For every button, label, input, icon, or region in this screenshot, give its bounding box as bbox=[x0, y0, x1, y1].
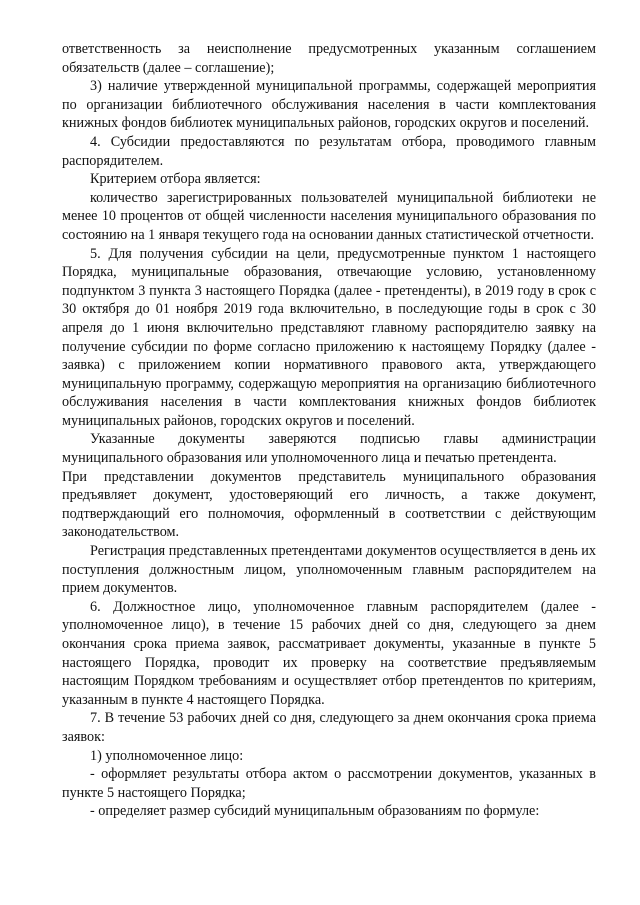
paragraph-responsibility: ответственность за неисполнение предусмотренных указанным соглашением обязательств (далее – соглашение); bbox=[62, 41, 596, 76]
paragraph-item-7-1: 1) уполномоченное лицо: bbox=[90, 747, 244, 764]
paragraph-item-6: 6. Должностное лицо, уполномоченное главным распорядителем (далее - уполномоченное лицо), в течение 15 рабочих дней со дня, следующего за днем окончания срока приема заявок, рассматривает документы, указанные в пункте 5 настоящего Порядка, проводит их проверку на соответствие предъявляемым настоящим Порядком требованиям и осуществляет отбор претендентов по критериям, указанным в пункте 4 настоящего Порядка. bbox=[62, 598, 596, 708]
document-page bbox=[62, 40, 596, 821]
paragraph-representative: При представлении документов представитель муниципального образования предъявляет документ, удостоверяющий его личность, а также документ, подтверждающий его полномочия, оформленный в соответствии с действующим законодательством. bbox=[62, 468, 596, 541]
paragraph-item-7-1-a: - оформляет результаты отбора актом о рассмотрении документов, указанных в пункте 5 настоящего Порядка; bbox=[62, 766, 596, 801]
paragraph-certification: Указанные документы заверяются подписью главы администрации муниципального образования или уполномоченного лица и печатью претендента. bbox=[62, 431, 596, 467]
paragraph-criterion-heading: Критерием отбора является: bbox=[90, 171, 261, 188]
paragraph-program-requirement: 3) наличие утвержденной муниципальной программы, содержащей мероприятия по организации библиотечного обслуживания населения в части комплектования книжных фондов библиотек муниципальных районов, городских округов и поселений. bbox=[62, 78, 596, 132]
paragraph-item-7-1-b: - определяет размер субсидий муниципальным образованиям по формуле: bbox=[90, 803, 540, 820]
paragraph-criterion: количество зарегистрированных пользователей муниципальной библиотеки не менее 10 процентов от общей численности населения муниципального образования по состоянию на 1 января текущего года на основании данных статистической отчетности. bbox=[62, 189, 596, 243]
paragraph-item-7: 7. В течение 53 рабочих дней со дня, следующего за днем окончания срока приема заявок: bbox=[62, 710, 596, 745]
paragraph-registration: Регистрация представленных претендентами документов осуществляется в день их поступления должностным лицом, уполномоченным главным распорядителем на прием документов. bbox=[62, 543, 596, 597]
paragraph-item-5: 5. Для получения субсидии на цели, предусмотренные пунктом 1 настоящего Порядка, муниципальные образования, отвечающие условию, установленному подпунктом 3 пункта 3 настоящего Порядка (далее - претенденты), в 2019 году в срок с 30 октября до 01 ноября 2019 года включительно, в последующие годы в срок с 30 апреля до 1 июня включительно представляют главному распорядителю заявку на получение субсидии по форме согласно приложению к настоящему Порядку (далее - заявка) с приложением копии нормативного правового акта, утверждающего муниципальную программу, содержащую мероприятия на организацию библиотечного обслуживания населения в части комплектования книжных фондов библиотек муниципальных районов, городских округов и поселений. bbox=[62, 245, 596, 429]
paragraph-item-4: 4. Субсидии предоставляются по результатам отбора, проводимого главным распорядителем. bbox=[62, 133, 596, 169]
